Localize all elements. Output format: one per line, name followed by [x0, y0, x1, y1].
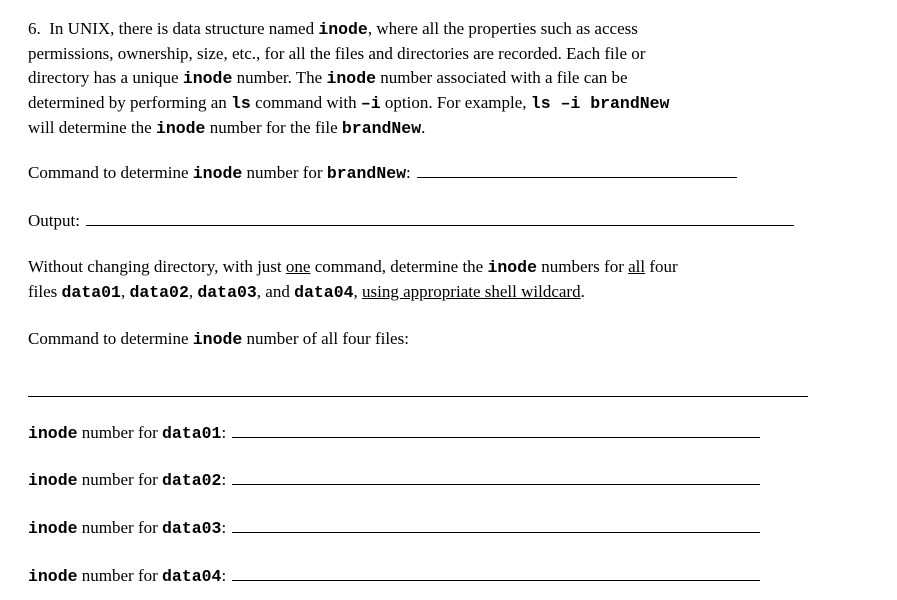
question-number: 6. [28, 19, 41, 38]
all-files-command-answer-line[interactable] [28, 396, 808, 397]
all-files-command-row: Command to determine inode number of all four files: [28, 329, 409, 349]
inode-data03-answer-line[interactable] [232, 516, 760, 533]
question-paragraph [28, 17, 808, 141]
question-line-1: 6. In UNIX, there is data structure named inode, where all the properties such as access [28, 19, 638, 39]
wildcard-paragraph [28, 255, 808, 305]
output-answer-line[interactable] [86, 209, 794, 226]
question-line-3: directory has a unique inode number. The inode number associated with a file can be [28, 68, 628, 88]
output-row: Output: [28, 209, 794, 233]
wildcard-line-1: Without changing directory, with just one command, determine the inode numbers for all four [28, 257, 678, 277]
inode-answer-row: inode number for data02 : [28, 468, 760, 493]
inode-answer-row: inode number for data04 : [28, 564, 760, 589]
brandnew-command-row: Command to determine inode number for brandNew : [28, 161, 737, 186]
inode-answer-row: inode number for data03 : [28, 516, 760, 541]
inode-data02-answer-line[interactable] [232, 468, 760, 485]
brandnew-command-answer-line[interactable] [417, 161, 737, 178]
question-line-5: will determine the inode number for the file brandNew. [28, 118, 426, 138]
question-line-4: determined by performing an ls command with –i option. For example, ls –i brandNew [28, 93, 670, 113]
wildcard-hint: using appropriate shell wildcard [362, 282, 581, 301]
question-line-2: permissions, ownership, size, etc., for all the files and directories are recorded. Each file or [28, 44, 646, 63]
example-command: ls –i brandNew [530, 94, 670, 113]
wildcard-line-2: files data01, data02, data03, and data04, using appropriate shell wildcard. [28, 282, 585, 302]
inode-answer-row: inode number for data01 : [28, 421, 760, 446]
inode-data01-answer-line[interactable] [232, 421, 760, 438]
inode-data04-answer-line[interactable] [232, 564, 760, 581]
